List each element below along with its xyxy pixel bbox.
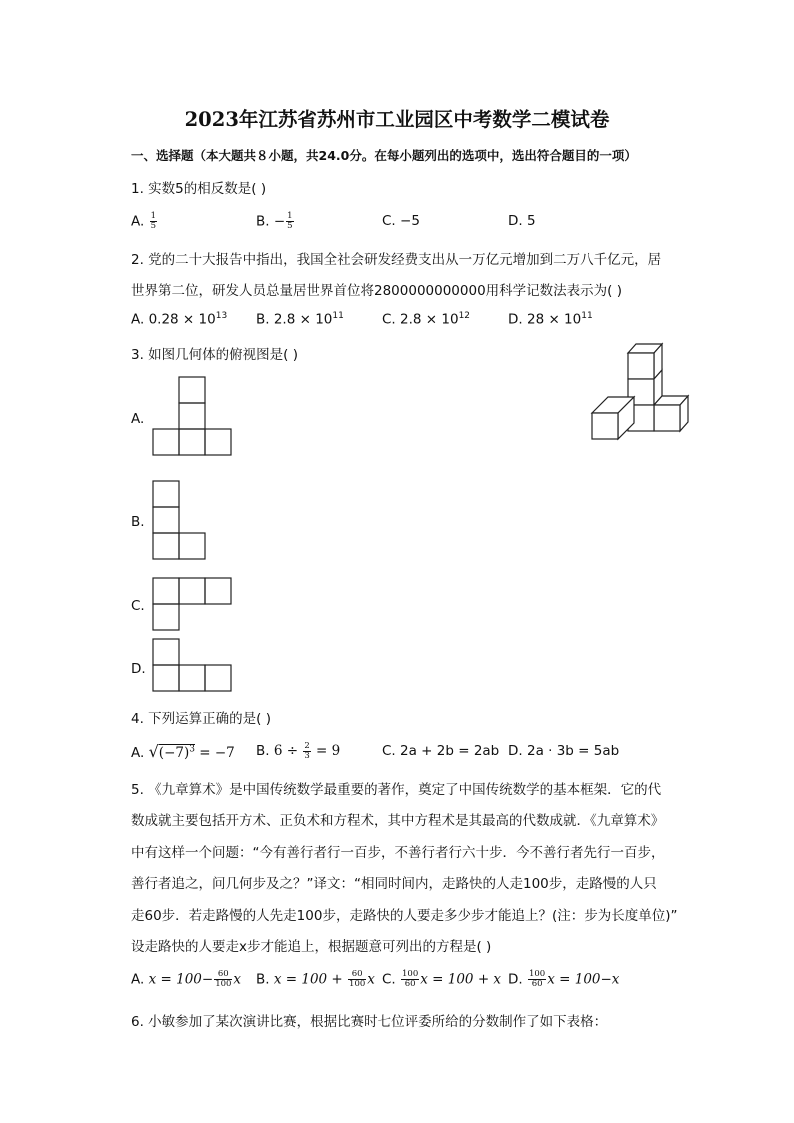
radical-sign: √ <box>148 742 159 761</box>
q3-option-c: C. <box>131 598 145 614</box>
q2-stem-line2: 世界第二位，研发人员总量居世界首位将2800000000000用科学记数法表示为( ) <box>131 283 622 299</box>
q6-stem: 6. 小敏参加了某次演讲比赛，根据比赛时七位评委所给的分数制作了如下表格： <box>131 1014 608 1030</box>
q4-option-a: A. $√(-7)^3 = -7$ <box>131 742 235 761</box>
q5-stem-line5: 走60步．若走路慢的人先走100步，走路快的人要走多少步才能追上？(注：步为长度单位)” <box>131 908 678 924</box>
fraction: $\frac{2}{3}$ <box>304 741 310 761</box>
fraction: $\frac{100}{60}$ <box>528 969 546 989</box>
fraction: $\frac{100}{60}$ <box>402 969 419 989</box>
q1-stem: 1. 实数5的相反数是( ) <box>131 181 267 197</box>
q3-option-d-figure <box>152 639 234 695</box>
section-heading: 一、选择题（本大题共８小题，共24.0分。在每小题列出的选项中，选出符合题目的一项） <box>131 148 637 163</box>
q4-option-b: B. 6 ÷ $\frac{2}{3}$ = 9 <box>256 741 341 761</box>
q2-option-c: C. $2.8 \times 10^{12}$ <box>382 311 471 328</box>
q5-stem-line2: 数成就主要包括开方术、正负术和方程术，其中方程术是其最高的代数成就．《九章算术》 <box>131 813 665 829</box>
q3-option-b-figure <box>152 481 208 561</box>
q5-option-c: C. $\frac{100}{60}$ x = 100 + x <box>382 969 502 989</box>
q2-option-b: B. $2.8 \times 10^{11}$ <box>256 311 344 328</box>
q1-option-c: C. −5 <box>382 213 420 229</box>
q3-option-d: D. <box>131 661 146 677</box>
q1-option-a: A. $\frac{1}{5}$ <box>131 211 157 231</box>
q3-option-a: A. <box>131 411 145 427</box>
page-title: 2023年江苏省苏州市工业园区中考数学二模试卷 <box>184 108 610 131</box>
q1-option-b: B. − $\frac{1}{5}$ <box>256 211 293 231</box>
q4-stem: 4. 下列运算正确的是( ) <box>131 711 271 727</box>
q3-stem: 3. 如图几何体的俯视图是( ) <box>131 347 298 363</box>
fraction: $\frac{60}{100}$ <box>349 969 366 989</box>
q2-stem-line1: 2. 党的二十大报告中指出，我国全社会研发经费支出从一万亿元增加到二万八千亿元，居 <box>131 252 662 268</box>
fraction: $\frac{1}{5}$ <box>287 211 293 231</box>
q5-stem-line6: 设走路快的人要走x步才能追上，根据题意可列出的方程是( ) <box>131 939 492 955</box>
fraction: $\frac{60}{100}$ <box>215 969 232 989</box>
q3-option-b: B. <box>131 514 145 530</box>
q5-stem-line1: 5. 《九章算术》是中国传统数学最重要的著作，奠定了中国传统数学的基本框架．它的代 <box>131 782 662 798</box>
radicand: $(-7)^3$ <box>158 744 195 761</box>
q1-option-d: D. 5 <box>508 213 536 229</box>
q4-option-d: D. 2a · 3b = 5ab <box>508 743 620 759</box>
q2-option-a: A. $0.28 \times 10^{13}$ <box>131 311 228 328</box>
q5-option-d: D. $\frac{100}{60}$ x = 100−x <box>508 969 620 989</box>
q5-option-b: B. x = 100 + $\frac{60}{100}$ x <box>256 969 375 989</box>
q5-stem-line3: 中有这样一个问题：“今有善行者行一百步，不善行者行六十步．今不善行者先行一百步， <box>131 845 665 861</box>
q2-option-d: D. $28 \times 10^{11}$ <box>508 311 593 328</box>
fraction: $\frac{1}{5}$ <box>150 211 157 231</box>
q3-option-c-figure <box>152 578 234 634</box>
q3-option-a-figure <box>152 377 232 457</box>
q4-option-c: C. 2a + 2b = 2ab <box>382 743 500 759</box>
q5-option-a: A. x = 100− $\frac{60}{100}$ x <box>131 969 242 989</box>
q5-stem-line4: 善行者追之，问几何步及之？”译文：“相同时间内，走路快的人走100步，走路慢的人只 <box>131 876 657 892</box>
